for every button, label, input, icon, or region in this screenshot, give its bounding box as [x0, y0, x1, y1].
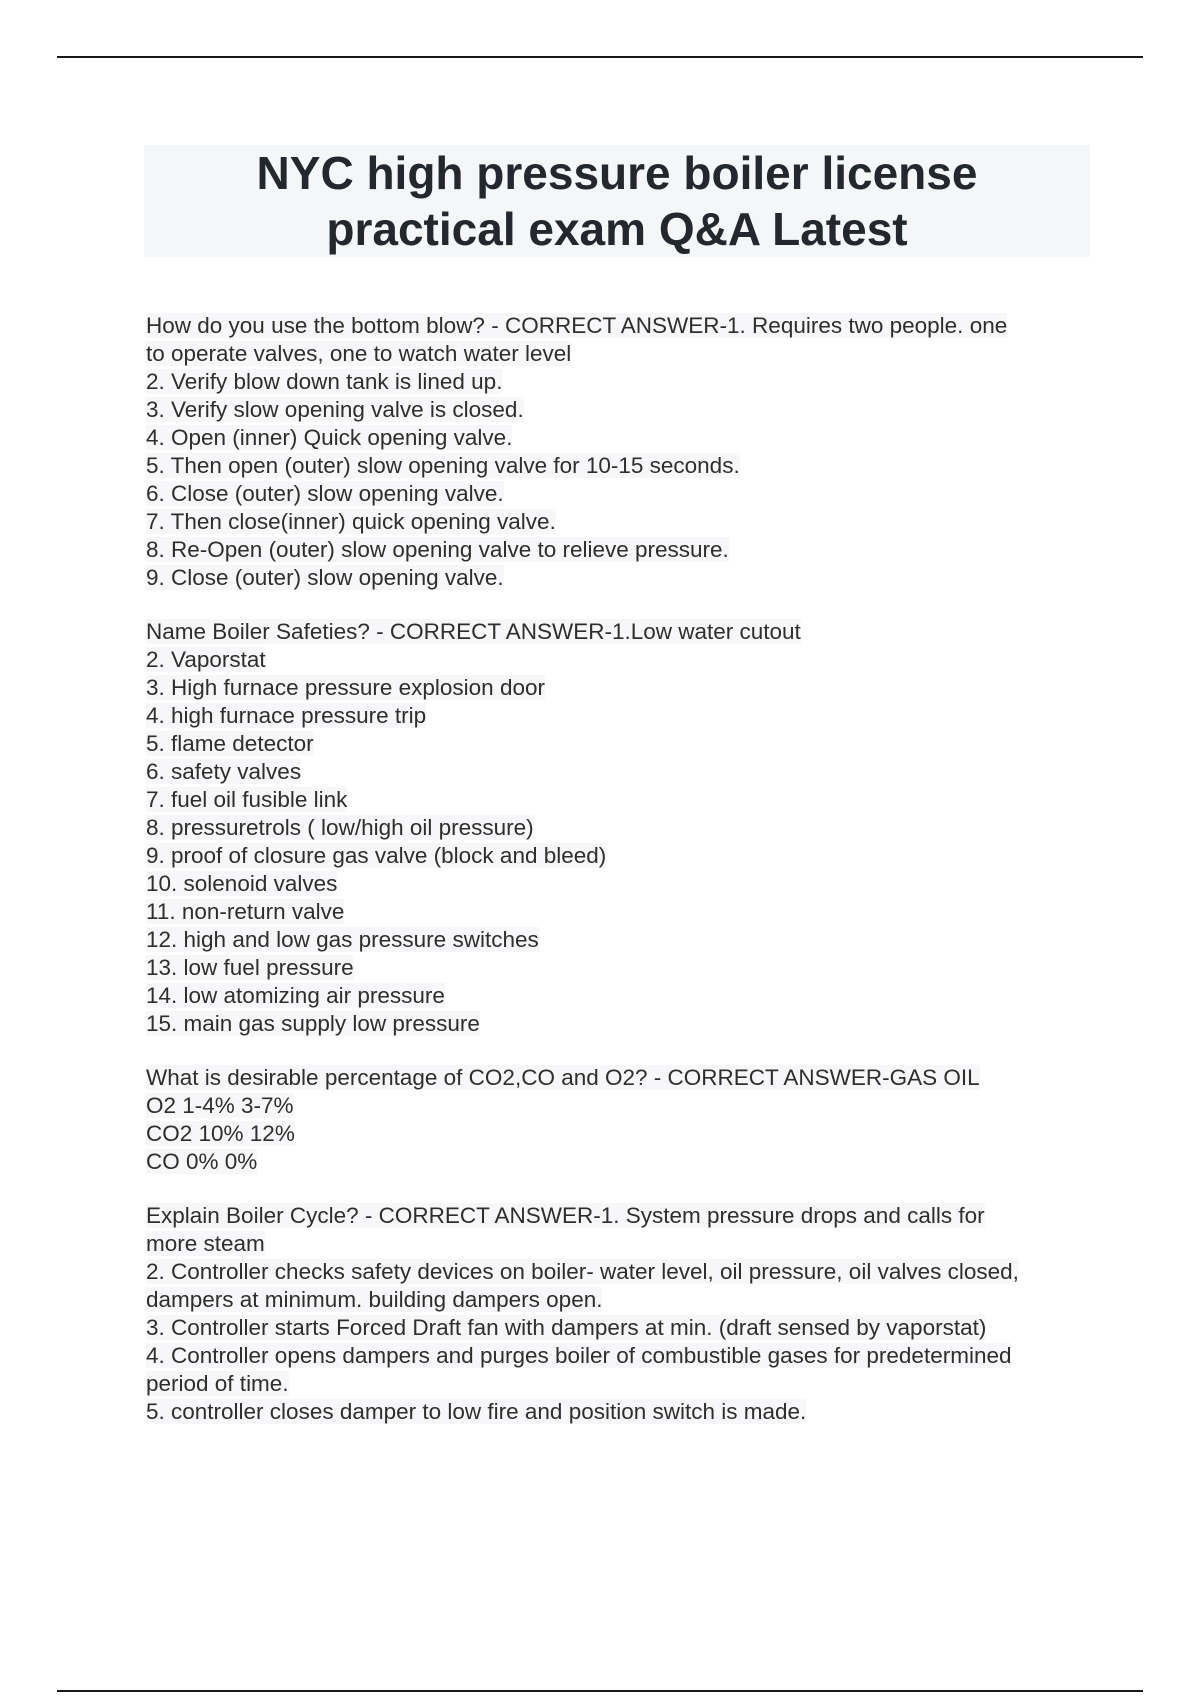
line-text: 8. Re-Open (outer) slow opening valve to relieve pressure.	[146, 537, 729, 562]
top-rule	[57, 56, 1143, 58]
answer-line	[146, 870, 1096, 898]
answer-line	[146, 898, 1096, 926]
line-text: 10. solenoid valves	[146, 871, 338, 896]
line-text: 11. non-return valve	[146, 899, 345, 924]
qa-content	[146, 312, 1096, 1452]
question-line	[146, 1202, 1096, 1230]
answer-line	[146, 452, 1096, 480]
line-text: 2. Controller checks safety devices on boiler- water level, oil pressure, oil valves closed,	[146, 1259, 1019, 1284]
answer-line	[146, 954, 1096, 982]
question-line	[146, 618, 1096, 646]
line-text: to operate valves, one to watch water level	[146, 341, 572, 366]
line-text: CO2 10% 12%	[146, 1121, 295, 1146]
answer-line	[146, 1342, 1096, 1370]
line-text: 5. flame detector	[146, 731, 314, 756]
line-text: 5. Then open (outer) slow opening valve for 10-15 seconds.	[146, 453, 740, 478]
title-line-2: practical exam Q&A Latest	[326, 203, 908, 255]
answer-line	[146, 1370, 1096, 1398]
answer-line	[146, 842, 1096, 870]
qa-block	[146, 1202, 1096, 1426]
line-text: 5. controller closes damper to low fire and position switch is made.	[146, 1399, 807, 1424]
line-text: 2. Verify blow down tank is lined up.	[146, 369, 503, 394]
line-text: period of time.	[146, 1371, 289, 1396]
line-text: 9. proof of closure gas valve (block and bleed)	[146, 843, 607, 868]
answer-line	[146, 730, 1096, 758]
line-text: 9. Close (outer) slow opening valve.	[146, 565, 504, 590]
line-text: Explain Boiler Cycle? - CORRECT ANSWER-1. System pressure drops and calls for	[146, 1203, 985, 1228]
question-line	[146, 312, 1096, 340]
line-text: 13. low fuel pressure	[146, 955, 354, 980]
line-text: 3. Controller starts Forced Draft fan with dampers at min. (draft sensed by vaporstat)	[146, 1315, 987, 1340]
line-text: 14. low atomizing air pressure	[146, 983, 445, 1008]
line-text: 6. safety valves	[146, 759, 302, 784]
answer-line	[146, 1230, 1096, 1258]
answer-line	[146, 926, 1096, 954]
answer-line	[146, 424, 1096, 452]
answer-line	[146, 1398, 1096, 1426]
answer-line	[146, 340, 1096, 368]
answer-line	[146, 508, 1096, 536]
line-text: 4. high furnace pressure trip	[146, 703, 427, 728]
qa-block	[146, 618, 1096, 1038]
line-text: 7. fuel oil fusible link	[146, 787, 348, 812]
title-line-1: NYC high pressure boiler license	[256, 147, 978, 199]
answer-line	[146, 786, 1096, 814]
line-text: 4. Open (inner) Quick opening valve.	[146, 425, 513, 450]
answer-line	[146, 814, 1096, 842]
line-text: dampers at minimum. building dampers open.	[146, 1287, 603, 1312]
answer-line	[146, 564, 1096, 592]
answer-line	[146, 368, 1096, 396]
line-text: 6. Close (outer) slow opening valve.	[146, 481, 504, 506]
answer-line	[146, 982, 1096, 1010]
line-text: 3. High furnace pressure explosion door	[146, 675, 545, 700]
answer-line	[146, 396, 1096, 424]
answer-line	[146, 758, 1096, 786]
line-text: 8. pressuretrols ( low/high oil pressure)	[146, 815, 534, 840]
answer-line	[146, 1010, 1096, 1038]
line-text: How do you use the bottom blow? - CORRECT ANSWER-1. Requires two people. one	[146, 313, 1008, 338]
line-text: 7. Then close(inner) quick opening valve.	[146, 509, 556, 534]
line-text: more steam	[146, 1231, 265, 1256]
line-text: 2. Vaporstat	[146, 647, 266, 672]
line-text: 12. high and low gas pressure switches	[146, 927, 539, 952]
line-text: Name Boiler Safeties? - CORRECT ANSWER-1.Low water cutout	[146, 619, 801, 644]
answer-line	[146, 646, 1096, 674]
line-text: O2 1-4% 3-7%	[146, 1093, 294, 1118]
line-text: 3. Verify slow opening valve is closed.	[146, 397, 524, 422]
line-text: CO 0% 0%	[146, 1149, 258, 1174]
answer-line	[146, 1314, 1096, 1342]
question-line	[146, 1064, 1096, 1092]
qa-block	[146, 1064, 1096, 1176]
line-text: 15. main gas supply low pressure	[146, 1011, 480, 1036]
line-text: 4. Controller opens dampers and purges boiler of combustible gases for predetermined	[146, 1343, 1012, 1368]
answer-line	[146, 702, 1096, 730]
answer-line	[146, 1258, 1096, 1286]
answer-line	[146, 1286, 1096, 1314]
document-title	[144, 145, 1090, 257]
line-text: What is desirable percentage of CO2,CO and O2? - CORRECT ANSWER-GAS OIL	[146, 1065, 980, 1090]
answer-line	[146, 1148, 1096, 1176]
answer-line	[146, 674, 1096, 702]
answer-line	[146, 1092, 1096, 1120]
answer-line	[146, 1120, 1096, 1148]
answer-line	[146, 480, 1096, 508]
answer-line	[146, 536, 1096, 564]
qa-block	[146, 312, 1096, 592]
bottom-rule	[57, 1690, 1143, 1692]
